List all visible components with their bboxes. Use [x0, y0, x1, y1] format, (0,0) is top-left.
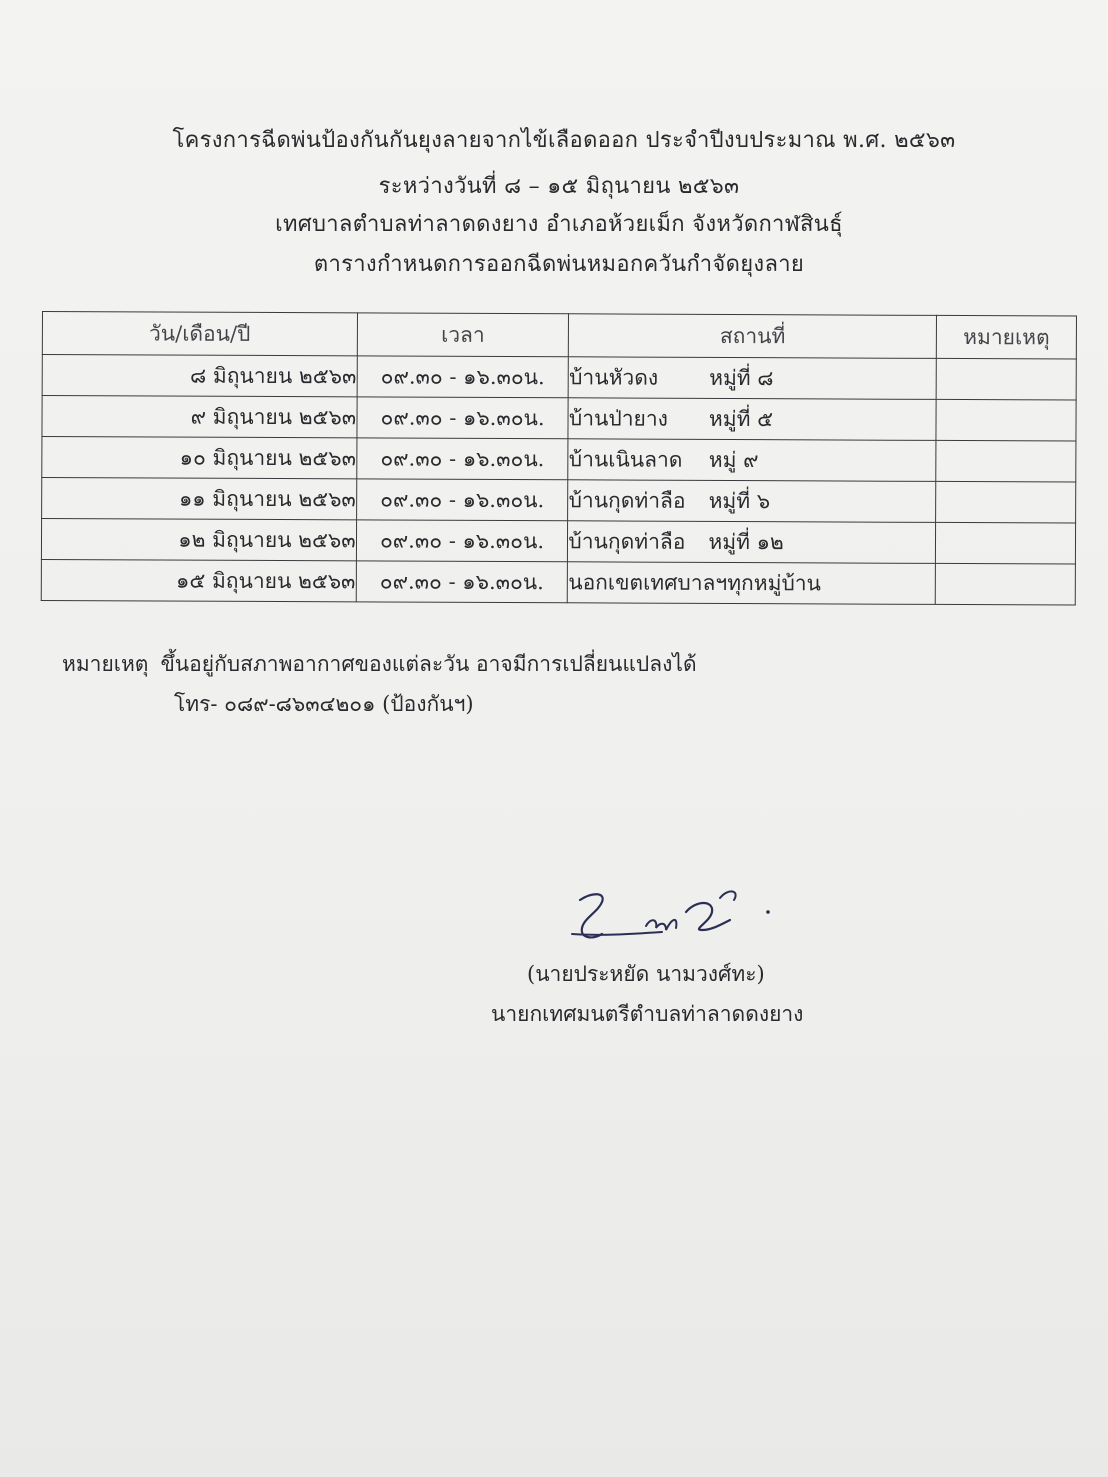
row-note [936, 358, 1076, 400]
row-note [936, 440, 1076, 482]
village-name: บ้านกุดท่าลือ [568, 528, 686, 554]
header-place: สถานที่ [569, 314, 937, 359]
village-moo: หมู่ที่ ๑๒ [708, 529, 784, 554]
row-time: ๐๙.๓๐ - ๑๖.๓๐น. [357, 397, 569, 439]
row-time: ๐๙.๓๐ - ๑๖.๓๐น. [356, 438, 568, 480]
row-date: ๑๒ มิถุนายน ๒๕๖๓ [41, 519, 356, 561]
row-time: ๐๙.๓๐ - ๑๖.๓๐น. [356, 561, 568, 603]
village-name: บ้านเนินลาด [568, 446, 683, 472]
row-place [569, 357, 937, 400]
row-place [568, 398, 936, 441]
row-date: ๑๐ มิถุนายน ๒๕๖๓ [42, 437, 357, 479]
remark-line [62, 648, 697, 681]
row-place [568, 480, 936, 523]
header-time: เวลา [357, 313, 569, 357]
table-row [42, 355, 1076, 401]
row-time: ๐๙.๓๐ - ๑๖.๓๐น. [356, 479, 568, 521]
row-time: ๐๙.๓๐ - ๑๖.๓๐น. [356, 520, 568, 562]
handwritten-signature [562, 878, 782, 948]
row-time: ๐๙.๓๐ - ๑๖.๓๐น. [357, 356, 569, 398]
date-range-line: ระหว่างวันที่ ๘ – ๑๕ มิถุนายน ๒๕๖๓ [378, 174, 740, 199]
row-note [936, 399, 1076, 441]
row-date: ๑๑ มิถุนายน ๒๕๖๓ [42, 478, 357, 520]
row-date: ๘ มิถุนายน ๒๕๖๓ [42, 355, 357, 397]
table-row [42, 396, 1076, 442]
header-note: หมายเหตุ [936, 315, 1076, 359]
row-note [936, 481, 1076, 523]
row-note [935, 522, 1075, 564]
table-row [41, 559, 1075, 605]
table-row [41, 519, 1075, 565]
remark-text: ขึ้นอยู่กับสภาพอากาศของแต่ละวัน อาจมีการเปลี่ยนแปลงได้ [160, 652, 697, 676]
document-title: โครงการฉีดพ่นป้องกันกันยุงลายจากไข้เลือดออก ประจำปีงบประมาณ พ.ศ. ๒๕๖๓ [172, 128, 956, 153]
header-date: วัน/เดือน/ปี [42, 312, 357, 356]
table-row [42, 478, 1076, 524]
row-place [568, 439, 936, 482]
row-note [935, 563, 1075, 605]
organization-line: เทศบาลตำบลท่าลาดดงยาง อำเภอห้วยเม็ก จังหวัดกาฬสินธุ์ [275, 212, 843, 237]
village-name: บ้านหัวดง [569, 364, 659, 390]
table-caption: ตารางกำหนดการออกฉีดพ่นหมอกควันกำจัดยุงลาย [313, 252, 805, 277]
row-date: ๙ มิถุนายน ๒๕๖๓ [42, 396, 357, 438]
signer-name: (นายประหยัด นามวงศ์ทะ) [527, 962, 765, 986]
village-name: บ้านกุดท่าลือ [568, 487, 686, 513]
village-moo: หมู่ที่ ๖ [708, 488, 771, 513]
schedule-table [41, 311, 1077, 606]
row-date: ๑๕ มิถุนายน ๒๕๖๓ [41, 559, 356, 601]
row-place [568, 562, 936, 605]
remark-label: หมายเหตุ [62, 652, 149, 676]
village-moo: หมู่ ๙ [708, 447, 759, 472]
signer-position: นายกเทศมนตรีตำบลท่าลาดดงยาง [491, 1002, 804, 1026]
row-place [568, 521, 936, 564]
table-row [42, 437, 1076, 483]
village-name: บ้านป่ายาง [568, 405, 668, 431]
village-moo: หมู่ที่ ๕ [708, 406, 774, 431]
village-name: นอกเขตเทศบาลฯทุกหมู่บ้าน [568, 569, 822, 595]
phone-contact: โทร- ๐๘๙-๘๖๓๔๒๐๑ (ป้องกันฯ) [174, 692, 474, 716]
village-moo: หมู่ที่ ๘ [709, 365, 774, 390]
table-header-row [42, 312, 1076, 360]
